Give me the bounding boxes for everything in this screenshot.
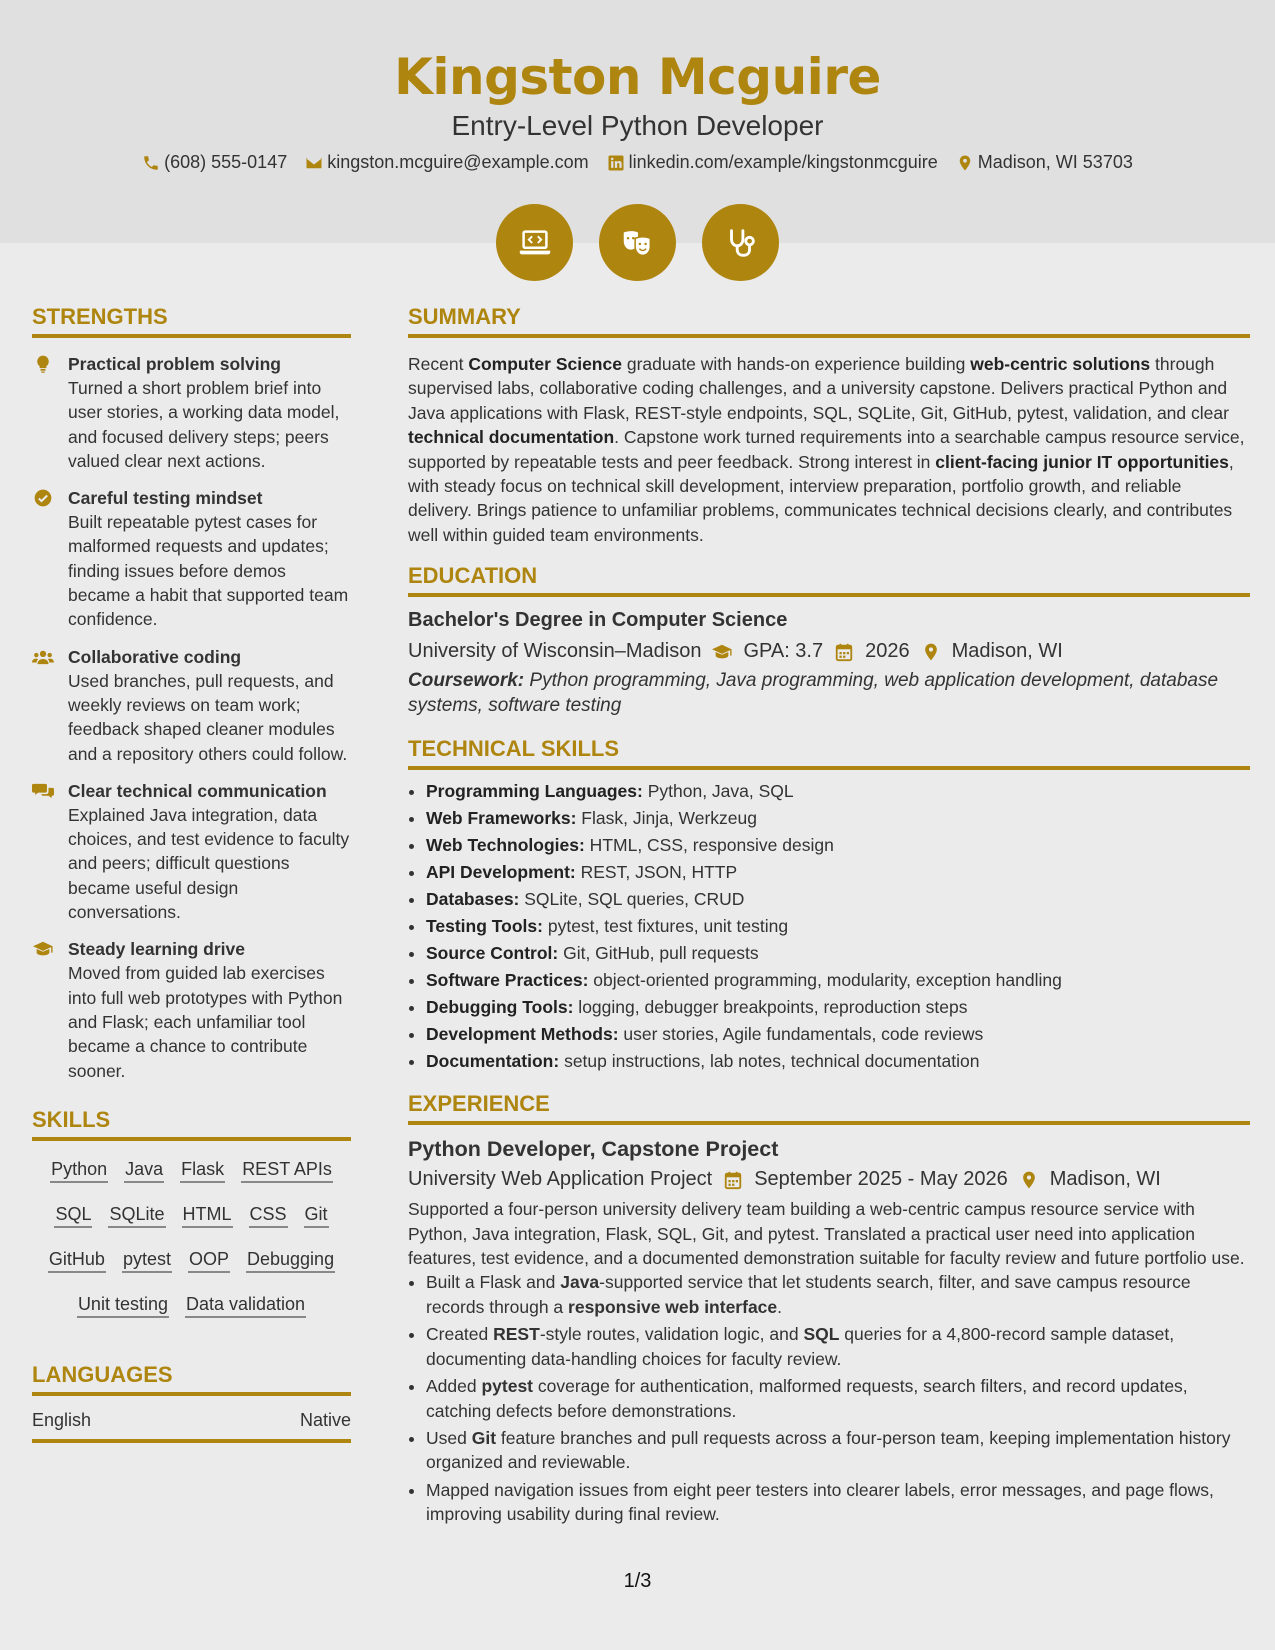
skill-chip: SQL xyxy=(54,1202,92,1228)
technical-skill-label: Web Frameworks: xyxy=(426,808,577,829)
technical-skill-label: Documentation: xyxy=(426,1051,560,1072)
strengths-list xyxy=(32,352,351,1083)
languages-list xyxy=(32,1400,351,1443)
technical-skill-value: Flask, Jinja, Werkzeug xyxy=(576,808,757,829)
education-heading: EDUCATION xyxy=(408,565,1250,597)
experience-heading: EXPERIENCE xyxy=(408,1093,1250,1125)
skill-chip: Debugging xyxy=(246,1247,335,1273)
job-bullet: • Used Git feature branches and pull requests across a four-person team, keeping implementation history organized and reviewable. xyxy=(426,1426,1250,1475)
contact-linkedin[interactable] xyxy=(607,152,938,173)
technical-skill-item xyxy=(426,886,1250,913)
technical-skills-heading: TECHNICAL SKILLS xyxy=(408,738,1250,770)
technical-skill-label: Web Technologies: xyxy=(426,835,585,856)
strength-title: Practical problem solving xyxy=(68,354,281,374)
strength-item xyxy=(32,352,351,473)
strength-item xyxy=(32,486,351,631)
map-pin-icon xyxy=(920,642,942,662)
skill-chip: REST APIs xyxy=(241,1157,333,1183)
technical-skill-value: object-oriented programming, modularity, exception handling xyxy=(588,970,1062,991)
skill-chip: Data validation xyxy=(185,1292,306,1318)
users-icon xyxy=(32,645,56,766)
laptop-code-badge xyxy=(496,204,573,281)
degree-title: Bachelor's Degree in Computer Science xyxy=(408,609,788,632)
theater-masks-icon xyxy=(619,224,657,262)
graduation-year: 2026 xyxy=(865,640,910,663)
strength-description: Explained Java integration, data choices, and test evidence to faculty and peers; difficult questions became useful design conversations. xyxy=(68,804,350,923)
contact-bar xyxy=(0,152,1275,173)
resume-header xyxy=(0,0,1275,243)
technical-skill-value: HTML, CSS, responsive design xyxy=(584,835,834,856)
technical-skill-label: API Development: xyxy=(426,862,576,883)
technical-skill-value: Python, Java, SQL xyxy=(642,781,794,802)
phone-text: (608) 555-0147 xyxy=(164,152,288,172)
skill-chip: HTML xyxy=(182,1202,233,1228)
technical-skill-value: SQLite, SQL queries, CRUD xyxy=(519,889,745,910)
phone-icon xyxy=(142,154,160,172)
skill-chip: Unit testing xyxy=(77,1292,169,1318)
candidate-role: Entry-Level Python Developer xyxy=(451,110,824,141)
technical-skill-item xyxy=(426,994,1250,1021)
left-column xyxy=(32,306,351,1443)
strength-title: Steady learning drive xyxy=(68,939,246,960)
interest-badges xyxy=(0,204,1275,281)
linkedin-icon xyxy=(607,154,625,172)
coursework: Coursework: Python programming, Java programming, web application development, database systems, software testing xyxy=(408,670,1219,716)
job-bullet: • Created REST-style routes, validation logic, and SQL queries for a 4,800-record sample dataset, documenting data-handling choices for faculty review. xyxy=(426,1322,1250,1371)
skill-chip: SQLite xyxy=(108,1202,165,1228)
job-meta xyxy=(408,1168,1250,1191)
strength-description: Moved from guided lab exercises into full web prototypes with Python and Flask; each unfamiliar tool became a chance to contribute sooner. xyxy=(68,963,343,1081)
calendar-icon xyxy=(833,642,855,662)
technical-skill-label: Programming Languages: xyxy=(426,781,643,802)
technical-skill-value: pytest, test fixtures, unit testing xyxy=(542,916,789,937)
strength-title: Clear technical communication xyxy=(68,780,327,801)
graduation-cap-icon xyxy=(32,937,56,1082)
job-title: Python Developer, Capstone Project xyxy=(408,1137,779,1162)
strength-item xyxy=(32,937,351,1082)
job-bullet: • Mapped navigation issues from eight peer testers into clearer labels, error messages, and page flows, improving usability during final review. xyxy=(426,1478,1250,1527)
skill-chip: pytest xyxy=(122,1247,172,1273)
laptop-code-icon xyxy=(516,224,554,262)
skill-chip: CSS xyxy=(249,1202,288,1228)
technical-skill-item xyxy=(426,778,1250,805)
envelope-icon xyxy=(305,154,323,172)
technical-skill-label: Software Practices: xyxy=(426,970,589,991)
contact-email[interactable] xyxy=(305,152,588,173)
job-dates: September 2025 - May 2026 xyxy=(754,1168,1008,1191)
linkedin-text: linkedin.com/example/kingstonmcguire xyxy=(628,152,938,172)
education-location: Madison, WI xyxy=(951,640,1063,663)
technical-skills-list xyxy=(408,778,1250,1075)
graduation-cap-icon xyxy=(711,642,733,662)
summary-heading: SUMMARY xyxy=(408,306,1250,338)
technical-skill-value: REST, JSON, HTTP xyxy=(575,862,738,883)
gpa-text: GPA: 3.7 xyxy=(743,640,824,663)
skills-list xyxy=(32,1155,351,1318)
lightbulb-icon xyxy=(32,352,56,473)
skill-chip: Git xyxy=(304,1202,329,1228)
map-pin-icon xyxy=(956,154,974,172)
skill-chip: GitHub xyxy=(48,1247,106,1273)
job-bullet: • Added pytest coverage for authentication, malformed requests, search filters, and record updates, catching defects before demonstrations. xyxy=(426,1374,1250,1423)
strength-title: Collaborative coding xyxy=(68,646,242,667)
skill-chip: Flask xyxy=(180,1157,225,1183)
job-description: Supported a four-person university delivery team building a web-centric campus resource service with Python, Java integration, Flask, SQL, Git, and pytest. Translated a practical user need into application features, test evidence, and a documented demonstration suitable for faculty review and future portfolio use. xyxy=(408,1199,1245,1269)
language-row xyxy=(32,1400,351,1443)
technical-skill-label: Debugging Tools: xyxy=(426,997,574,1018)
job-bullet: • Built a Flask and Java-supported service that let students search, filter, and save campus resource records through a responsive web interface. xyxy=(426,1270,1250,1319)
technical-skill-value: setup instructions, lab notes, technical documentation xyxy=(559,1051,980,1072)
technical-skill-item xyxy=(426,805,1250,832)
school-name: University of Wisconsin–Madison xyxy=(408,640,702,663)
location-text: Madison, WI 53703 xyxy=(977,152,1133,172)
strengths-heading: STRENGTHS xyxy=(32,306,351,338)
right-column xyxy=(408,306,1250,1530)
skill-chip: Python xyxy=(50,1157,108,1183)
technical-skill-value: user stories, Agile fundamentals, code reviews xyxy=(618,1024,984,1045)
technical-skill-label: Source Control: xyxy=(426,943,559,964)
technical-skill-value: logging, debugger breakpoints, reproduction steps xyxy=(573,997,968,1018)
language-level: Native xyxy=(299,1409,351,1430)
candidate-name: Kingston Mcguire xyxy=(394,48,881,106)
languages-heading: LANGUAGES xyxy=(32,1364,351,1396)
education-meta xyxy=(408,640,1250,663)
check-circle-icon xyxy=(32,486,56,631)
job-location: Madison, WI xyxy=(1049,1168,1161,1191)
technical-skill-item xyxy=(426,1021,1250,1048)
job-bullets xyxy=(408,1270,1250,1526)
skills-heading: SKILLS xyxy=(32,1109,351,1141)
technical-skill-item xyxy=(426,1048,1250,1075)
technical-skill-item xyxy=(426,913,1250,940)
skill-chip: OOP xyxy=(188,1247,230,1273)
strength-item xyxy=(32,779,351,924)
page-indicator: 1/3 xyxy=(623,1570,652,1592)
contact-phone[interactable] xyxy=(142,152,287,173)
comments-icon xyxy=(32,779,56,924)
strength-description: Built repeatable pytest cases for malformed requests and updates; finding issues before demos became a habit that supported team confidence. xyxy=(68,512,349,630)
strength-item xyxy=(32,645,351,766)
technical-skill-label: Databases: xyxy=(426,889,520,910)
strength-description: Turned a short problem brief into user stories, a working data model, and focused delivery steps; peers valued clear next actions. xyxy=(68,378,340,471)
strength-title: Careful testing mindset xyxy=(68,488,263,509)
skill-chip: Java xyxy=(124,1157,164,1183)
technical-skill-item xyxy=(426,859,1250,886)
language-name: English xyxy=(32,1409,92,1430)
technical-skill-item xyxy=(426,967,1250,994)
stethoscope-badge xyxy=(702,204,779,281)
stethoscope-icon xyxy=(722,224,760,262)
job-organization: University Web Application Project xyxy=(408,1168,713,1191)
technical-skill-item xyxy=(426,832,1250,859)
theater-masks-badge xyxy=(599,204,676,281)
technical-skill-label: Development Methods: xyxy=(426,1024,619,1045)
contact-location xyxy=(956,152,1133,173)
strength-description: Used branches, pull requests, and weekly reviews on team work; feedback shaped cleaner modules and a repository others could follow. xyxy=(68,670,348,764)
technical-skill-label: Testing Tools: xyxy=(426,916,543,937)
calendar-icon xyxy=(722,1170,744,1190)
technical-skill-item xyxy=(426,940,1250,967)
email-text: kingston.mcguire@example.com xyxy=(327,152,589,172)
map-pin-icon xyxy=(1018,1170,1040,1190)
summary-text: Recent Computer Science graduate with hands-on experience building web-centric solutions through supervised labs, collaborative coding challenges, and a university capstone. Delivers practical Python and Java applications with Flask, REST-style endpoints, SQL, SQLite, Git, GitHub, pytest, validation, and clear technical documentation. Capstone work turned requirements into a searchable campus resource service, supported by repeatable tests and peer feedback. Strong interest in client-facing junior IT opportunities, with steady focus on technical skill development, interview preparation, portfolio growth, and reliable delivery. Brings patience to unfamiliar problems, communicates technical decisions clearly, and contributes well within guided team environments. xyxy=(408,354,1245,545)
technical-skill-value: Git, GitHub, pull requests xyxy=(558,943,759,964)
